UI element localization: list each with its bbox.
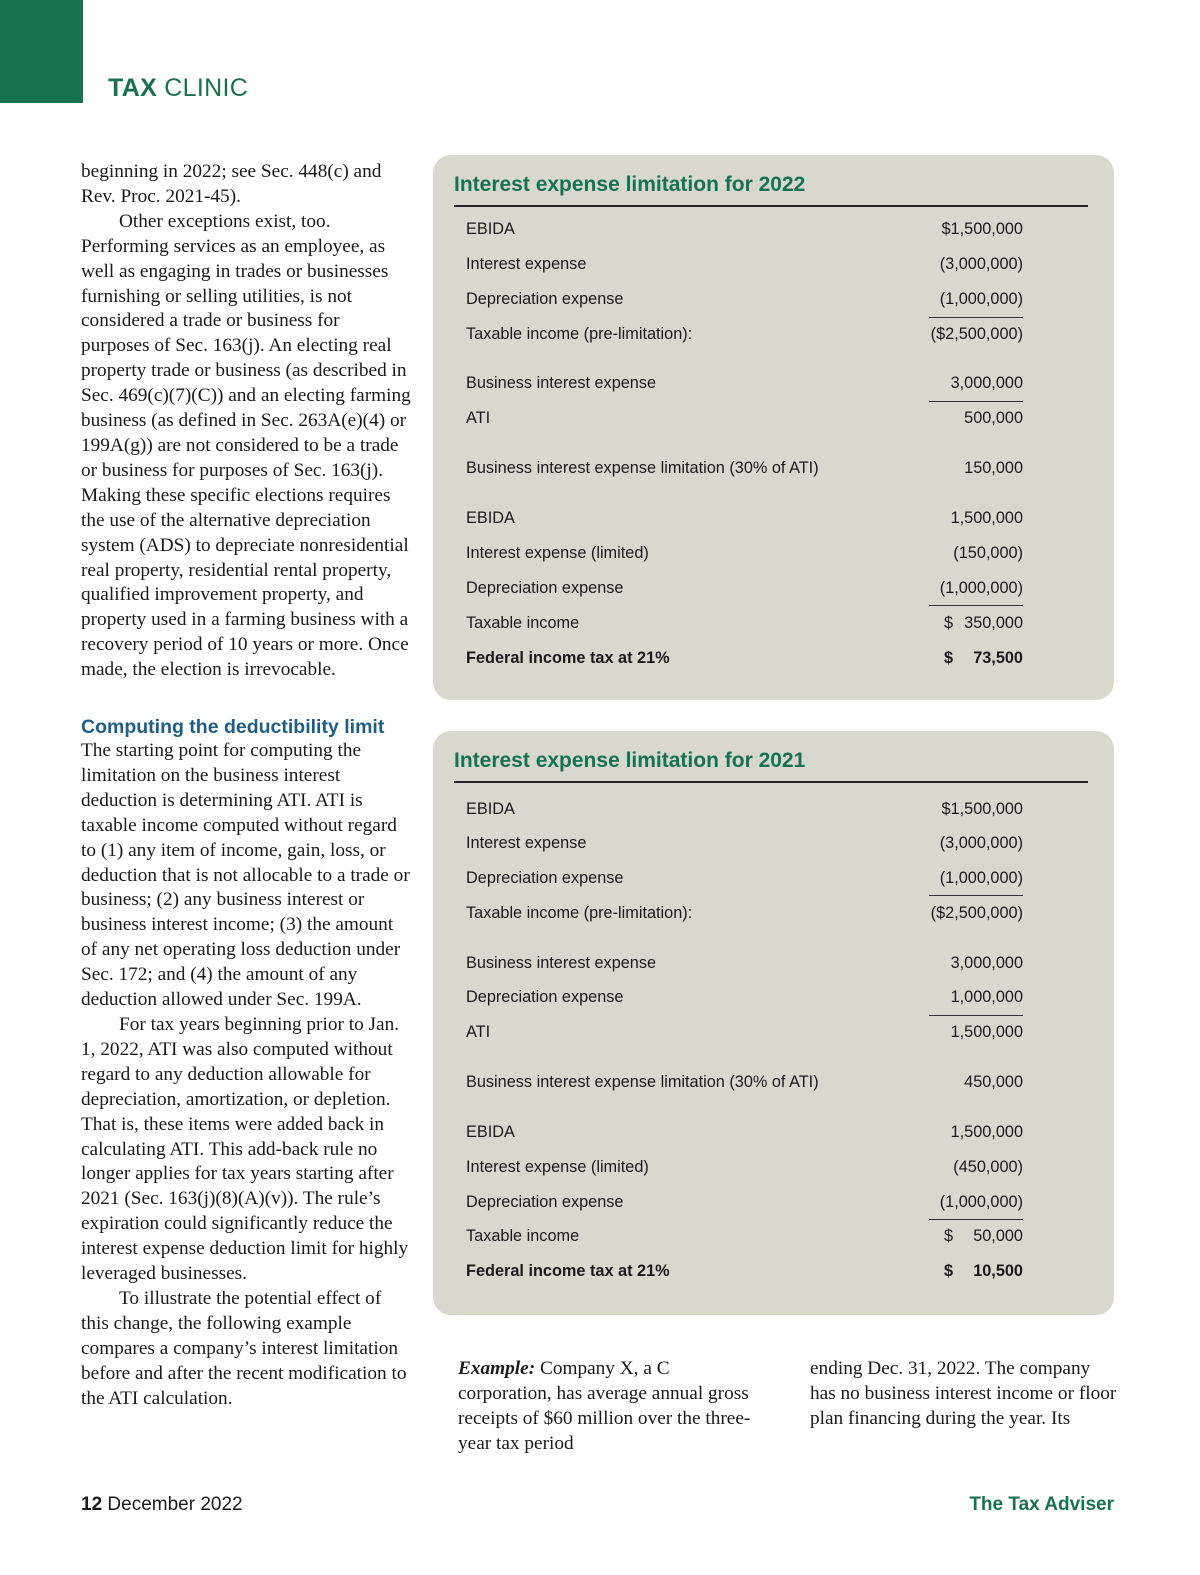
- row-label: Depreciation expense: [466, 869, 624, 887]
- header-color-block: [0, 0, 83, 103]
- paragraph-2: Other exceptions exist, too. Performing services as an employee, as well as engaging in trades or businesses furnishing or selling utilities, is not considered a trade or business for purposes of Sec. 163(j). An electing real property trade or business (as described in Sec. 469(c)(7)(C)) and an electing farming business (as defined in Sec. 263A(e)(4) or 199A(g)) are not considered to be a trade or business for purposes of Sec. 163(j). Making these specific elections requires the use of the alternative depreciation system (ADS) to depreciate nonresidential real property, residential rental property, qualified improvement property, and property used in a farming business with a recovery period of 10 years or more. Once made, the election is irrevocable.: [81, 210, 411, 681]
- table-row: [466, 215, 1023, 245]
- table-row: [466, 404, 1023, 434]
- row-value: $1,500,000: [941, 220, 1023, 238]
- dollar-sign: $: [943, 1227, 953, 1245]
- row-value: 50,000: [973, 1227, 1023, 1245]
- row-value: (3,000,000): [939, 255, 1023, 273]
- table-2022-box: [433, 155, 1114, 700]
- table-row: [466, 899, 1023, 929]
- table-row-total: [466, 1257, 1023, 1287]
- table-row: [466, 609, 1023, 639]
- row-value: 1,000,000: [950, 988, 1023, 1006]
- row-label: EBIDA: [466, 800, 515, 818]
- row-value: (1,000,000): [939, 290, 1023, 308]
- table-row: [466, 795, 1023, 825]
- row-value: 1,500,000: [950, 1123, 1023, 1141]
- table-row: [466, 504, 1023, 534]
- table-row: [466, 1118, 1023, 1148]
- row-value: 1,500,000: [950, 509, 1023, 527]
- table-row: [466, 829, 1023, 859]
- table-row: [466, 369, 1023, 399]
- row-label: Business interest expense limitation (30% of ATI): [466, 459, 819, 477]
- row-value: (1,000,000): [939, 1193, 1023, 1211]
- example-lead: Example:: [458, 1358, 536, 1379]
- row-value: 350,000: [964, 614, 1023, 632]
- row-value: ($2,500,000): [930, 325, 1023, 343]
- example-column-1: [458, 1357, 768, 1457]
- header-bold: TAX: [108, 74, 158, 102]
- paragraph-4: For tax years beginning prior to Jan. 1, 2022, ATI was also computed without regard to any deduction allowable for depreciation, amortization, or depletion. That is, these items were added back in calculating ATI. This add-back rule no longer applies for tax years starting after 2021 (Sec. 163(j)(8)(A)(v)). The rule’s expiration could significantly reduce the interest expense deduction limit for highly leveraged businesses.: [81, 1014, 409, 1285]
- issue-date: December 2022: [107, 1494, 243, 1515]
- table-row: [466, 983, 1023, 1013]
- row-label: EBIDA: [466, 509, 515, 527]
- title-rule: [454, 205, 1088, 207]
- dollar-sign: $: [943, 1262, 953, 1280]
- row-value: 73,500: [973, 649, 1023, 667]
- paragraph-3: The starting point for computing the limitation on the business interest deduction is determining ATI. ATI is taxable income computed without regard to (1) any item of income, gain, loss, or deduction that is not allocable to a trade or business; (2) any business interest or business interest income; (3) the amount of any net operating loss deduction under Sec. 172; and (4) the amount of any deduction allowed under Sec. 199A.: [81, 740, 410, 1011]
- row-value: $1,500,000: [941, 800, 1023, 818]
- row-label: ATI: [466, 409, 491, 427]
- underline: [929, 1219, 1023, 1220]
- row-value: 500,000: [964, 409, 1023, 427]
- table-row: [466, 949, 1023, 979]
- row-label: Federal income tax at 21%: [466, 649, 670, 667]
- row-label: Interest expense: [466, 834, 587, 852]
- table-2022-title: Interest expense limitation for 2022: [454, 173, 806, 196]
- table-row: [466, 539, 1023, 569]
- row-label: Taxable income: [466, 1227, 580, 1245]
- example-text-2: ending Dec. 31, 2022. The company has no business interest income or floor plan financing during the year. Its: [810, 1358, 1117, 1429]
- row-value: ($2,500,000): [930, 904, 1023, 922]
- table-row: [466, 1188, 1023, 1218]
- row-label: Federal income tax at 21%: [466, 1262, 670, 1280]
- row-label: Interest expense (limited): [466, 1158, 649, 1176]
- left-column: [81, 160, 411, 1412]
- row-label: Depreciation expense: [466, 579, 624, 597]
- row-value: 1,500,000: [950, 1023, 1023, 1041]
- row-label: Interest expense (limited): [466, 544, 649, 562]
- row-value: (1,000,000): [939, 869, 1023, 887]
- row-label: Depreciation expense: [466, 988, 624, 1006]
- row-label: Business interest expense: [466, 954, 657, 972]
- row-label: Depreciation expense: [466, 290, 624, 308]
- row-label: Business interest expense: [466, 374, 657, 392]
- row-label: Taxable income (pre-limitation):: [466, 325, 693, 343]
- table-row: [466, 454, 1023, 484]
- row-value: (3,000,000): [939, 834, 1023, 852]
- underline: [929, 895, 1023, 896]
- row-label: ATI: [466, 1023, 491, 1041]
- example-text-1: Company X, a C corporation, has average annual gross receipts of $60 million over the three-year tax period: [458, 1358, 751, 1454]
- underline: [929, 401, 1023, 402]
- section-header: [108, 74, 248, 103]
- row-value: 3,000,000: [950, 954, 1023, 972]
- page-number: 12: [81, 1494, 103, 1515]
- underline: [929, 317, 1023, 318]
- table-row: [466, 574, 1023, 604]
- table-row: [466, 320, 1023, 350]
- row-label: Interest expense: [466, 255, 587, 273]
- row-value: 450,000: [964, 1073, 1023, 1091]
- paragraph-1: beginning in 2022; see Sec. 448(c) and Rev. Proc. 2021-45).: [81, 161, 382, 207]
- table-row: [466, 285, 1023, 315]
- table-row: [466, 864, 1023, 894]
- table-row: [466, 1222, 1023, 1252]
- example-column-2: [810, 1357, 1120, 1432]
- row-value: (1,000,000): [939, 579, 1023, 597]
- dollar-sign: $: [943, 614, 953, 632]
- row-value: (450,000): [953, 1158, 1023, 1176]
- row-value: 3,000,000: [950, 374, 1023, 392]
- dollar-sign: $: [943, 649, 953, 667]
- section-heading: Computing the deductibility limit: [81, 716, 385, 739]
- underline: [929, 1015, 1023, 1016]
- row-value: 150,000: [964, 459, 1023, 477]
- table-row: [466, 1153, 1023, 1183]
- table-row: [466, 1068, 1023, 1098]
- table-row: [466, 1018, 1023, 1048]
- row-label: Taxable income (pre-limitation):: [466, 904, 693, 922]
- underline: [929, 605, 1023, 606]
- row-label: Taxable income: [466, 614, 580, 632]
- footer-page-info: [81, 1494, 243, 1516]
- row-label: Depreciation expense: [466, 1193, 624, 1211]
- table-row: [466, 250, 1023, 280]
- table-row-total: [466, 644, 1023, 674]
- row-label: EBIDA: [466, 1123, 515, 1141]
- row-label: Business interest expense limitation (30% of ATI): [466, 1073, 819, 1091]
- row-value: 10,500: [973, 1262, 1023, 1280]
- paragraph-5: To illustrate the potential effect of this change, the following example compares a company’s interest limitation before and after the recent modification to the ATI calculation.: [81, 1287, 407, 1409]
- table-2021-box: [433, 731, 1114, 1315]
- header-light: CLINIC: [164, 74, 249, 102]
- title-rule: [454, 781, 1088, 783]
- row-value: (150,000): [953, 544, 1023, 562]
- table-2021-title: Interest expense limitation for 2021: [454, 749, 806, 772]
- row-label: EBIDA: [466, 220, 515, 238]
- publication-name: The Tax Adviser: [969, 1494, 1114, 1515]
